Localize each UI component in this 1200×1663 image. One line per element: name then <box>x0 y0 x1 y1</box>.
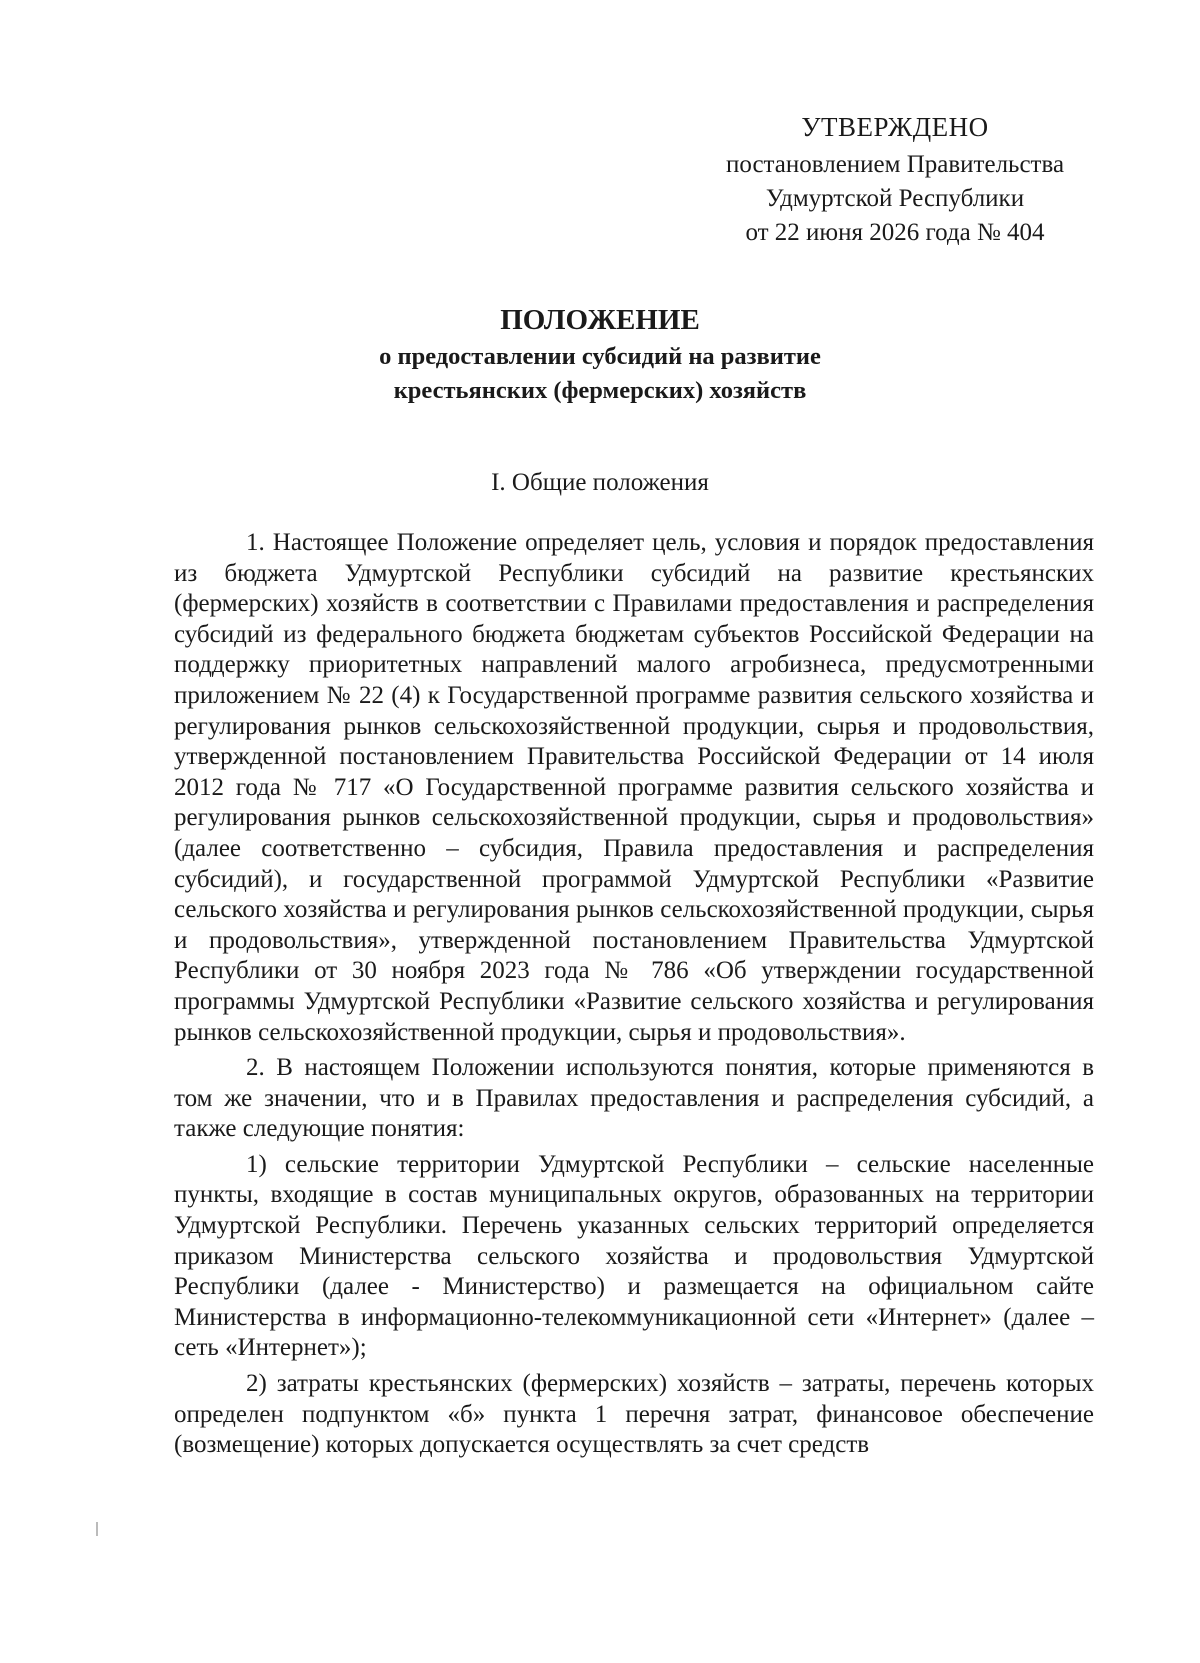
paragraph-2-item-2: 2) затраты крестьянских (фермерских) хозяйств – затраты, перечень которых определен подпунктом «б» пункта 1 перечня затрат, финансовое обеспечение (возмещение) которых допускается осуществлять за счет средств <box>174 1370 1094 1459</box>
approval-stamp <box>700 110 1090 250</box>
approval-line-3: от 22 июня 2026 года № 404 <box>745 219 1045 246</box>
document-title: ПОЛОЖЕНИЕ <box>500 304 700 336</box>
approval-line-2: Удмуртской Республики <box>765 185 1025 212</box>
approval-line-1: постановлением Правительства <box>725 151 1065 178</box>
approval-title: УТВЕРЖДЕНО <box>801 112 989 142</box>
document-subtitle-line-1: о предоставлении субсидий на развитие <box>379 343 821 370</box>
paragraph-2: 2. В настоящем Положении используются понятия, которые применяются в том же значении, что и в Правилах предоставления и распределения субсидий, а также следующие понятия: <box>174 1054 1094 1143</box>
paragraph-1: 1. Настоящее Положение определяет цель, условия и порядок предоставления из бюджета Удмуртской Республики субсидий на развитие крестьянских (фермерских) хозяйств в соответствии с Правилами предоставления и распределения субсидий из федерального бюджета бюджетам субъектов Российской Федерации на поддержку приоритетных направлений малого агробизнеса, предусмотренными приложением № 22 (4) к Государственной программе развития сельского хозяйства и регулирования рынков сельскохозяйственной продукции, сырья и продовольствия, утвержденной постановлением Правительства Российской Федерации от 14 июля 2012 года № 717 «О Государственной программе развития сельского хозяйства и регулирования рынков сельскохозяйственной продукции, сырья и продовольствия» (далее соответственно – субсидия, Правила предоставления и распределения субсидий), и государственной программой Удмуртской Республики «Развитие сельского хозяйства и регулирования рынков сельскохозяйственной продукции, сырья и продовольствия», утвержденной постановлением Правительства Удмуртской Республики от 30 ноября 2023 года № 786 «Об утверждении государственной программы Удмуртской Республики «Развитие сельского хозяйства и регулирования рынков сельскохозяйственной продукции, сырья и продовольствия». <box>174 529 1094 1046</box>
body-text <box>174 528 1094 1461</box>
document-subtitle-line-2: крестьянских (фермерских) хозяйств <box>393 377 807 404</box>
section-heading: I. Общие положения <box>491 469 709 496</box>
scan-mark <box>96 1522 98 1536</box>
document-title-block <box>300 300 900 408</box>
paragraph-2-item-1: 1) сельские территории Удмуртской Республики – сельские населенные пункты, входящие в состав муниципальных округов, образованных на территории Удмуртской Республики. Перечень указанных сельских территорий определяется приказом Министерства сельского хозяйства и продовольствия Удмуртской Республики (далее - Министерство) и размещается на официальном сайте Министерства в информационно-телекоммуникационной сети «Интернет» (далее – сеть «Интернет»); <box>174 1150 1094 1362</box>
